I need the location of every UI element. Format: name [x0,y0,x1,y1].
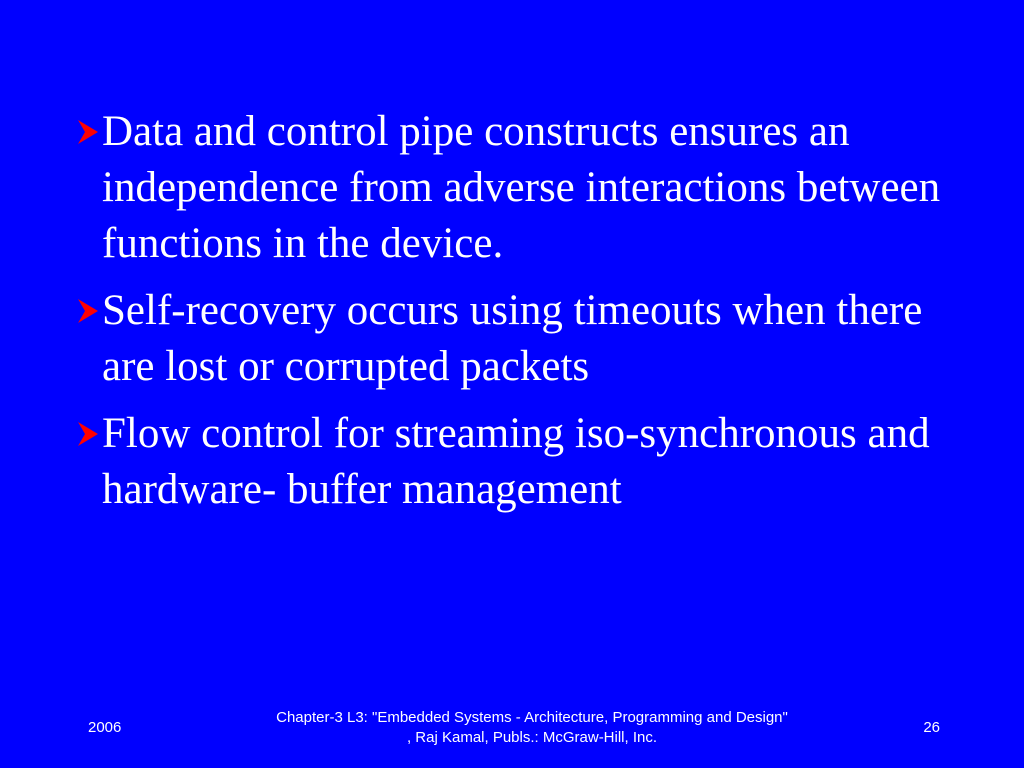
arrowhead-bullet-icon [76,298,100,324]
bullet-item-2 [74,283,954,395]
bullet-text: Self-recovery occurs using timeouts when there are lost or corrupted packets [102,287,923,390]
bullet-text: Data and control pipe constructs ensures an independence from adverse interactions between functions in the device. [102,108,941,267]
bullet-list [74,104,954,529]
footer-page-number: 26 [923,719,940,736]
footer-citation-line-2: , Raj Kamal, Publs.: McGraw-Hill, Inc. [406,729,658,746]
arrowhead-bullet-icon [76,119,100,145]
arrowhead-bullet-icon [76,421,100,447]
bullet-item-3 [74,406,954,518]
footer-year: 2006 [88,719,122,736]
footer-citation [200,708,864,748]
bullet-item-1 [74,104,954,272]
bullet-text: Flow control for streaming iso-synchronous and hardware- buffer management [102,410,930,513]
footer-citation-line-1: Chapter-3 L3: "Embedded Systems - Architecture, Programming and Design" [276,709,788,726]
